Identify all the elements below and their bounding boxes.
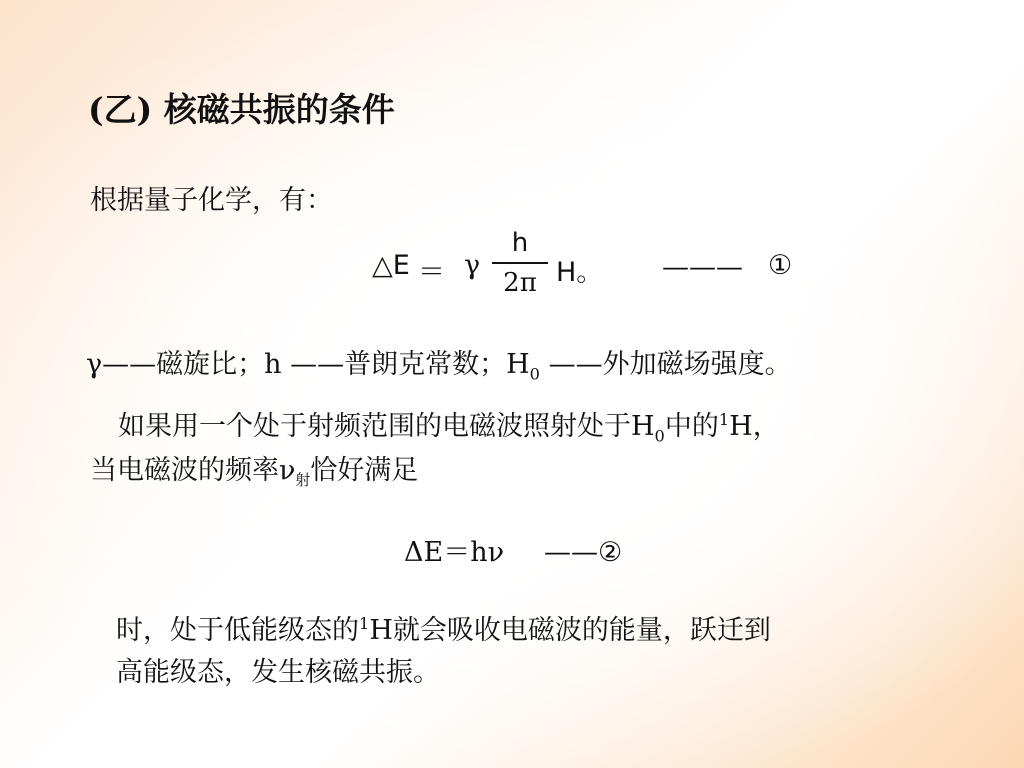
def-h0-desc: ——外加磁场强度。 [539,349,792,380]
formula-1-equals: ＝ [418,257,445,288]
para1-text-a: 如果用一个处于射频范围的电磁波照射处于H [118,411,655,442]
paragraph-3 [116,608,771,647]
fraction-numerator: h [511,228,529,258]
formula-2 [404,530,622,569]
para2-subscript: 射 [295,471,311,489]
formula-1-delta-e: △E [372,250,410,281]
def-gamma-desc: ——磁旋比； [102,349,265,380]
formula-1-gamma: γ [464,250,481,281]
def-h0-subscript: 0 [529,364,540,384]
slide-title: (乙) 核磁共振的条件 [88,90,395,129]
def-h0-symbol: H [506,349,530,380]
fraction-denominator: 2π [503,268,537,298]
formula-1 [372,228,832,308]
formula-1-h0: H。 [556,257,604,288]
def-h-desc: ——普朗克常数； [281,349,507,380]
para1-superscript: 1 [718,410,730,429]
paragraph-2 [90,448,418,490]
para1-subscript: 0 [654,426,665,446]
formula-1-marker: ① [768,250,793,281]
para3-superscript: 1 [359,614,370,633]
formula-1-dash: ——— [662,252,743,283]
intro-text: 根据量子化学，有： [90,185,333,216]
formula-2-dash-marker: ——② [544,537,623,568]
formula-1-fraction [490,228,550,298]
def-h-symbol: h [264,349,282,380]
definitions-line [86,342,792,383]
fraction-bar [492,262,548,264]
formula-2-expression: ΔE＝hν [404,537,505,568]
para1-text-c: H， [729,411,780,442]
para3-text-a: 时，处于低能级态的 [116,615,359,646]
para2-text-a: 当电磁波的频率ν [90,455,296,486]
para3-text-b: H就会吸收电磁波的能量，跃迁到 [369,615,771,646]
paragraph-1 [118,404,780,445]
paragraph-4: 高能级态，发生核磁共振。 [116,657,440,688]
para1-text-b: 中的 [664,411,719,442]
para2-text-b: 恰好满足 [310,455,419,486]
def-gamma-symbol: γ [86,349,103,380]
